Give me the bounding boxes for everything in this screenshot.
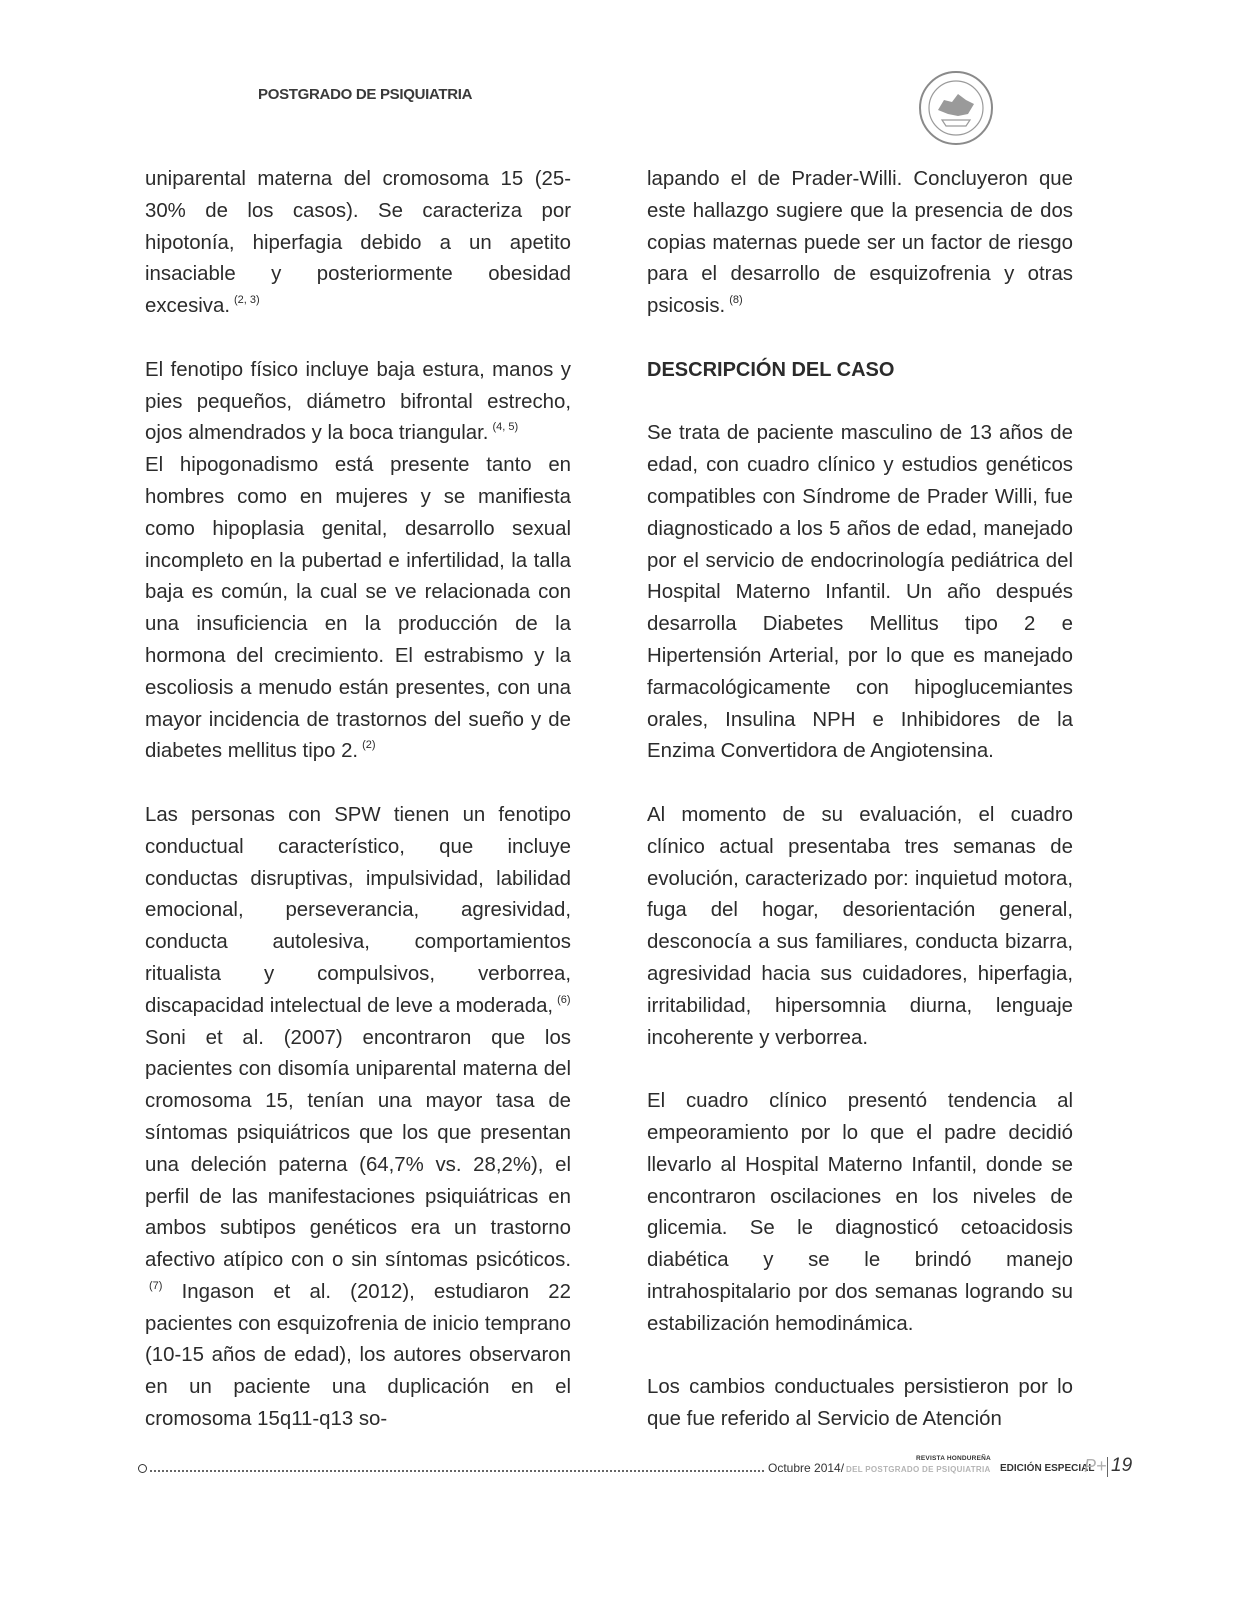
paragraph-text: El hipogonadismo está presente tanto en hombres como en mujeres y se manifiesta como hipoplasia genital, desarrollo sexual incompleto en la pubertad e infertilidad, la talla baja es común, la cual se ve relacionada con una insuficiencia en la producción de la hormona del crecimiento. El estrabismo y la escoliosis a menudo están presentes, con una mayor incidencia de trastornos del sueño y de diabetes mellitus tipo 2. — [145, 454, 571, 763]
citation: (4, 5) — [492, 421, 519, 434]
paragraph — [145, 164, 571, 323]
citation: (2, 3) — [234, 294, 260, 307]
paragraph-text: uniparental materna del cromosoma 15 (25-30% de los casos). Se caracteriza por hipotonía, hiperfagia debido a un apetito insaciable y posteriormente obesidad excesiva. — [145, 168, 571, 318]
page-footer — [138, 1457, 1138, 1481]
paragraph — [145, 1023, 571, 1436]
footer-journal-name: REVISTA HONDUREÑA — [916, 1455, 991, 1462]
paragraph — [647, 164, 1073, 323]
paragraph — [145, 355, 571, 450]
paragraph: Los cambios conductuales persistieron por lo que fue referido al Servicio de Atención — [647, 1376, 1073, 1431]
citation: (8) — [729, 294, 743, 307]
paragraph-text: lapando el de Prader-Willi. Concluyeron que este hallazgo sugiere que la presencia de dos copias maternas puede ser un factor de riesgo para el desarrollo de esquizofrenia y otras psicosis. — [647, 168, 1073, 318]
paragraph — [145, 800, 571, 1023]
footer-divider — [1107, 1457, 1108, 1477]
citation: (6) — [557, 993, 571, 1006]
paragraph-text: Soni et al. (2007) encontraron que los pacientes con disomía uniparental materna del cromosoma 15, tenían una mayor tasa de síntomas psiquiátricos que los que presentan una deleción paterna (64,7% vs. 28,2%), el perfil de las manifestaciones psiquiátricas en ambos subtipos genéticos era un trastorno afectivo atípico con o sin síntomas psicóticos. — [145, 1026, 571, 1272]
footer-dotted-rule — [150, 1470, 764, 1472]
footer-journal-subtitle: DEL POSTGRADO DE PSIQUIATRIA — [846, 1465, 991, 1474]
paragraph-text: El fenotipo físico incluye baja estura, manos y pies pequeños, diámetro bifrontal estrecho, ojos almendrados y la boca triangular. — [145, 358, 571, 445]
left-column — [145, 164, 571, 1436]
footer-circle-icon — [138, 1464, 147, 1473]
page-number: 19 — [1111, 1455, 1133, 1476]
paragraph: Se trata de paciente masculino de 13 años de edad, con cuadro clínico y estudios genéticos compatibles con Síndrome de Prader Willi, fue diagnosticado a los 5 años de edad, manejado por el servicio de endocrinología pediátrica del Hospital Materno Infantil. Un año después desarrolla Diabetes Mellitus tipo 2 e Hipertensión Arterial, por lo que es manejado farmacológicamente con hipoglucemiantes orales, Insulina NPH e Inhibidores de la Enzima Convertidora de Angiotensina. — [647, 422, 1073, 763]
footer-edition: EDICIÓN ESPECIAL — [1000, 1463, 1095, 1474]
university-seal-icon — [918, 70, 994, 146]
paragraph: Al momento de su evaluación, el cuadro clínico actual presentaba tres semanas de evolución, caracterizado por: inquietud motora, fuga del hogar, desorientación general, desconocía a sus familiares, conducta bizarra, agresividad hacia sus cuidadores, hiperfagia, irritabilidad, hipersomnia diurna, lenguaje incoherente y verborrea. — [647, 803, 1073, 1049]
running-header-title: POSTGRADO DE PSIQUIATRIA — [258, 86, 473, 103]
footer-date: Octubre 2014/ — [768, 1461, 845, 1475]
citation: (7) — [149, 1279, 163, 1292]
footer-logo-icon: P+ — [1084, 1456, 1107, 1476]
paragraph: El cuadro clínico presentó tendencia al empeoramiento por lo que el padre decidió llevarlo al Hospital Materno Infantil, donde se encontraron oscilaciones en los niveles de glicemia. Se le diagnosticó cetoacidosis diabética y se le brindó manejo intrahospitalario por dos semanas logrando su estabilización hemodinámica. — [647, 1090, 1073, 1335]
section-heading: DESCRIPCIÓN DEL CASO — [647, 358, 895, 381]
right-column — [647, 164, 1073, 1436]
paragraph — [145, 450, 571, 768]
paragraph-text: Las personas con SPW tienen un fenotipo conductual característico, que incluye conductas disruptivas, impulsividad, labilidad emocional, perseverancia, agresividad, conducta autolesiva, comportamientos ritualista y compulsivos, verborrea, discapacidad intelectual de leve a moderada, — [145, 803, 571, 1017]
citation: (2) — [362, 739, 376, 752]
paragraph-text: Ingason et al. (2012), estudiaron 22 pacientes con esquizofrenia de inicio temprano (10-15 años de edad), los autores observaron en un paciente una duplicación en el cromosoma 15q11-q13 so- — [145, 1280, 571, 1431]
